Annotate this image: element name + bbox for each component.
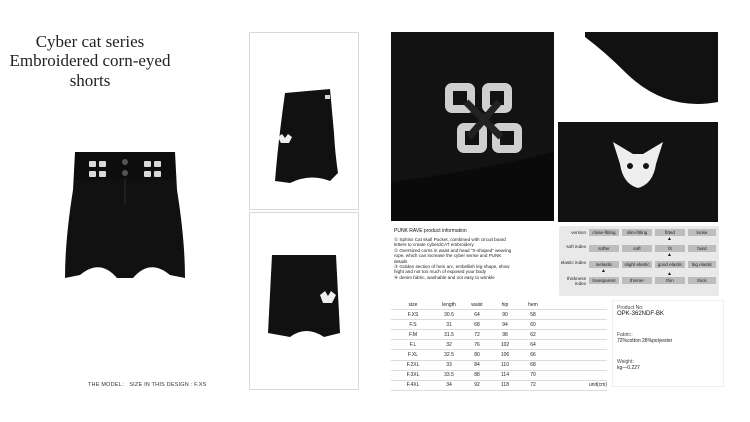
cell: F.3XL [391,370,435,380]
index-cell: softer [589,245,619,252]
table-row [391,380,607,390]
cell: 31.5 [435,330,463,340]
index-cell: soft [622,245,652,252]
column-header: length [435,300,463,310]
cell: 84 [463,360,491,370]
cell: F.XS [391,310,435,320]
thickness-index-row [559,271,719,292]
index-label: thickness index [566,276,586,286]
info-line: details [394,258,408,264]
index-cell: loose [688,229,716,236]
cell [547,350,607,360]
cell: 98 [491,330,519,340]
product-info-panel [391,226,548,295]
index-cell: thick [688,277,716,284]
cell: 72 [519,380,547,390]
index-cell: thinner [622,277,652,284]
size-table-header [391,300,607,310]
info-line: rope, which can increase the cyber sense and PUNK [394,253,502,259]
index-label: version [571,230,586,235]
weight-label: Weight： [617,359,638,365]
fabric-label: Fabric： [617,332,636,338]
selected-marker-icon: ▲ [667,236,672,242]
cell: 102 [491,340,519,350]
product-details-panel [612,300,724,387]
cell: 32.5 [435,350,463,360]
cell: 33.5 [435,370,463,380]
size-chart-table [391,300,607,391]
cell: 80 [463,350,491,360]
cell: 30.5 [435,310,463,320]
cell: 32 [435,340,463,350]
cell [547,310,607,320]
elastic-index-row [559,261,719,276]
cell: 88 [463,370,491,380]
cell: 33 [435,360,463,370]
cell: F.L [391,340,435,350]
cell: 92 [463,380,491,390]
cell: F.2XL [391,360,435,370]
weight-value: kg—0.227 [617,365,640,371]
info-line: hight and not too much of exposed your body [394,269,486,275]
cell: F.4XL [391,380,435,390]
column-header: hem [519,300,547,310]
model-size-note: THE MODEL： SIZE IN THIS DESIGN : F.XS [88,382,207,388]
index-cell: slim-fitting [622,229,652,236]
index-cell: close-fitting [589,229,619,236]
cell [547,320,607,330]
product-no-value: OPK-362NDF-BK [617,311,665,317]
info-title: PUNK RAVE product information [394,228,467,234]
index-cell: inelastic [589,261,619,268]
table-row [391,360,607,370]
cell: 94 [491,320,519,330]
series-title: Cyber cat series [35,32,145,51]
selected-marker-icon: ▲ [667,252,672,258]
index-label: elastic index [560,260,586,265]
table-row [391,350,607,360]
shorts-front-image [55,130,195,290]
table-row [391,310,607,320]
fit-index-table [559,226,719,296]
back-view-photo [249,212,359,390]
cell: 62 [519,330,547,340]
cell: 60 [519,320,547,330]
index-cell: big elastic [688,261,716,268]
selected-marker-icon: ▲ [601,268,606,274]
cell [547,330,607,340]
cell: 64 [519,340,547,350]
cell: 90 [491,310,519,320]
cell: 72 [463,330,491,340]
cell [547,370,607,380]
column-header [547,300,607,310]
index-cell: transparent [589,277,619,284]
cell: 66 [519,350,547,360]
product-no-label: Product No: [617,305,644,311]
info-line: ② Oversized corns in waist and head "X-shaped" wearing [394,247,512,253]
column-header: waist [463,300,491,310]
side-view-photo [249,32,359,210]
cell: F.XL [391,350,435,360]
info-line: letters to create cyberdCAT embroidery [394,242,474,248]
version-row [559,229,719,244]
index-cell: fit [655,245,685,252]
column-header: hip [491,300,519,310]
info-line: ③ Golden section of hem arc, embellish leg shape, show [394,264,510,270]
info-line: ① Sphinx Cat skull Pocket, combined with circuit board [394,237,506,242]
index-cell: hard [688,245,716,252]
cell: 70 [519,370,547,380]
cell: F.M [391,330,435,340]
cell [547,360,607,370]
selected-marker-icon: ▲ [667,271,672,277]
index-cell: slight elastic [622,261,652,268]
product-title: Embroidered corn-eyed shorts [9,51,171,90]
cell: 106 [491,350,519,360]
cell: F.S [391,320,435,330]
soft-index-row [559,245,719,260]
table-row [391,320,607,330]
cell [547,340,607,350]
table-row [391,370,607,380]
cell: 68 [519,360,547,370]
cell: 68 [463,320,491,330]
cell: 58 [519,310,547,320]
column-header: size [391,300,435,310]
hem-detail-photo [585,32,718,120]
info-line: ④ denim fabric, washable and not easy to wrinkle [394,274,495,280]
pocket-emblem-photo [558,122,718,222]
cell: 114 [491,370,519,380]
cell: 34 [435,380,463,390]
cell: 76 [463,340,491,350]
unit-label: unit(cm) [547,380,607,390]
cell: 118 [491,380,519,390]
index-label: soft index [566,244,586,249]
table-row [391,330,607,340]
index-cell: good elastic [655,261,685,268]
index-cell: thin [655,277,685,284]
index-cell: fitted [655,229,685,236]
cell: 64 [463,310,491,320]
grommet-detail-photo [391,32,554,221]
cell: 31 [435,320,463,330]
fabric-value: 72%cotton 28%polyester [617,338,673,344]
cell: 110 [491,360,519,370]
table-row [391,340,607,350]
